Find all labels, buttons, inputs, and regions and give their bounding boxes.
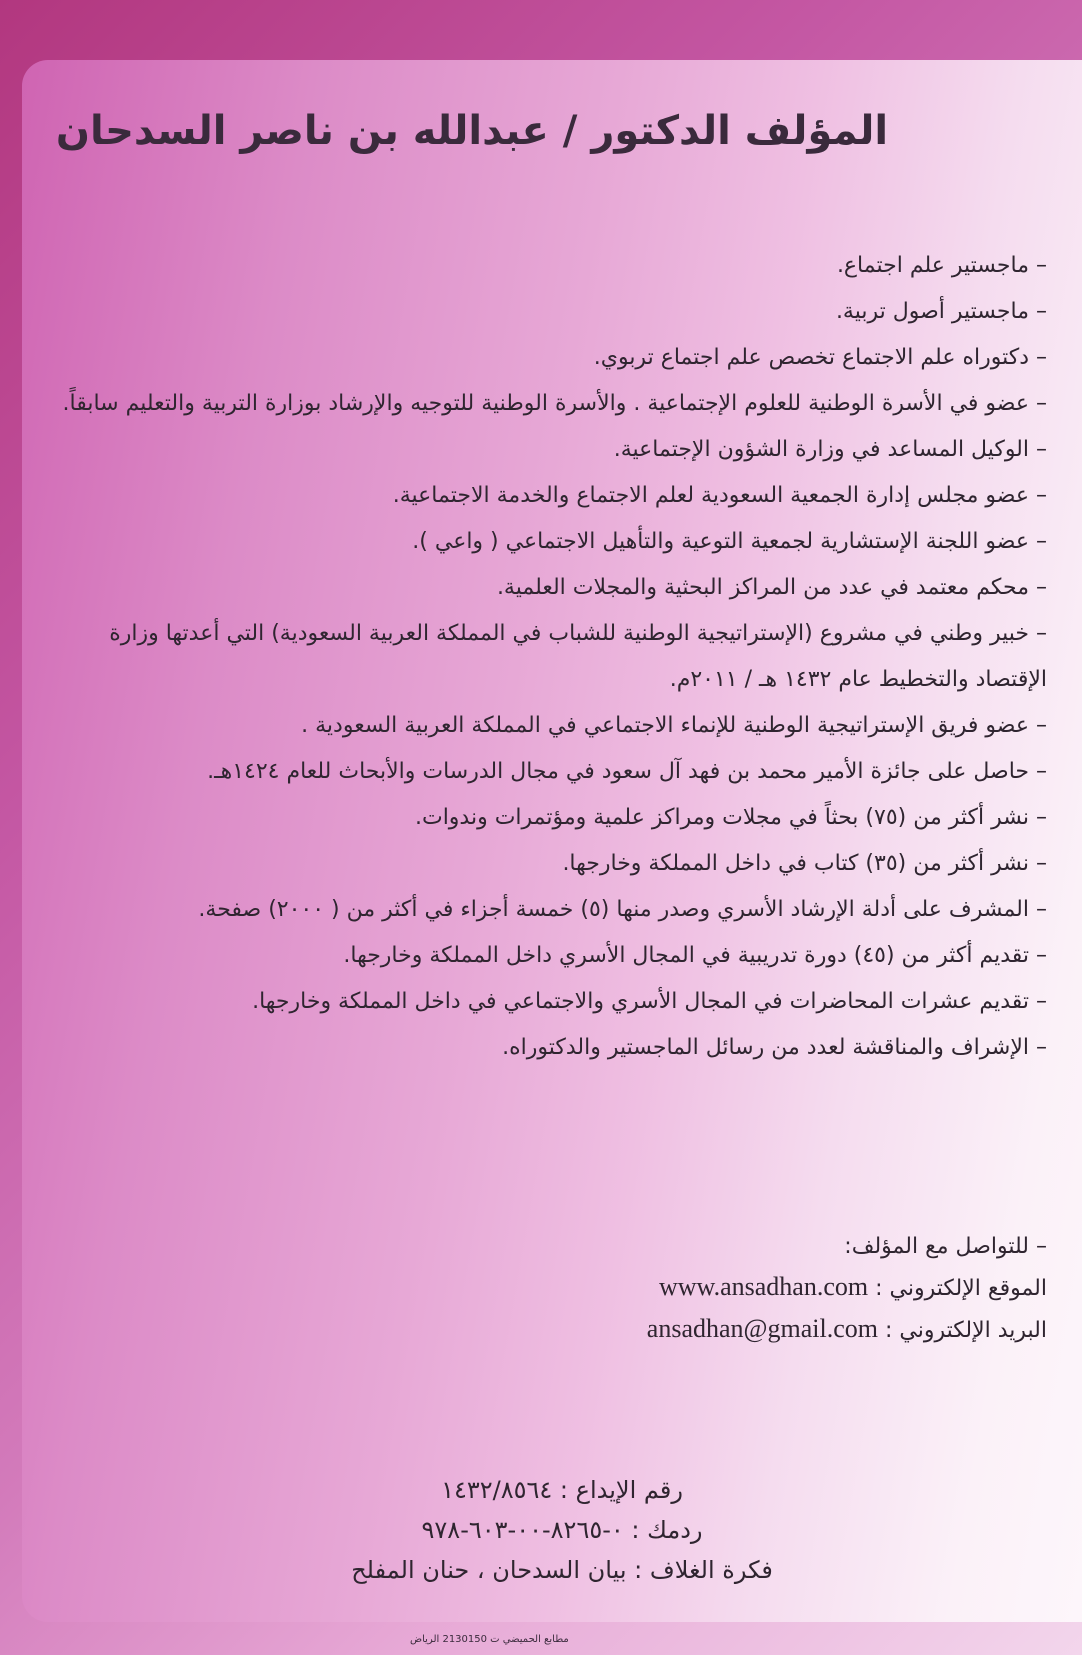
publication-info <box>322 1470 802 1590</box>
list-item: – الإشراف والمناقشة لعدد من رسائل الماجستير والدكتوراه. <box>502 1035 1047 1060</box>
email-link[interactable]: ansadhan@gmail.com <box>646 1314 878 1343</box>
website-link[interactable]: www.ansadhan.com <box>658 1272 869 1301</box>
contact-heading: – للتواصل مع المؤلف: <box>844 1234 1047 1259</box>
cover-credit: فكرة الغلاف : بيان السدحان ، حنان المفلح <box>351 1556 773 1584</box>
website-row <box>347 1267 1047 1309</box>
list-item: – المشرف على أدلة الإرشاد الأسري وصدر منها (٥) خمسة أجزاء في أكثر من ( ٢٠٠٠) صفحة. <box>198 897 1047 922</box>
isbn: ردمك : ٠-٨٢٦٥-٠٠-٦٠٣-٩٧٨ <box>421 1516 703 1544</box>
list-item: – خبير وطني في مشروع (الإستراتيجية الوطنية للشباب في المملكة العربية السعودية) التي أعدتها وزارة الإقتصاد والتخطيط عام ١٤٣٢ هـ / ٢٠١١م. <box>109 621 1047 692</box>
list-item: – نشر أكثر من (٣٥) كتاب في داخل المملكة وخارجها. <box>562 851 1047 876</box>
email-label: البريد الإلكتروني : <box>884 1318 1047 1343</box>
list-item: – تقديم أكثر من (٤٥) دورة تدريبية في المجال الأسري داخل المملكة وخارجها. <box>343 943 1047 968</box>
list-item: – عضو اللجنة الإستشارية لجمعية التوعية والتأهيل الاجتماعي ( واعي ). <box>412 529 1047 554</box>
list-item: – دكتوراه علم الاجتماع تخصص علم اجتماع تربوي. <box>593 345 1047 370</box>
list-item: – عضو فريق الإستراتيجية الوطنية للإنماء الاجتماعي في المملكة العربية السعودية . <box>301 713 1047 738</box>
list-item: – عضو مجلس إدارة الجمعية السعودية لعلم الاجتماع والخدمة الاجتماعية. <box>392 483 1047 508</box>
page-title: المؤلف الدكتور / عبدالله بن ناصر السدحان <box>55 108 889 154</box>
printer-credit: مطابع الحميضي ت 2130150 الرياض <box>410 1634 569 1645</box>
author-bio-card <box>22 60 1082 1622</box>
contact-info <box>347 1227 1047 1351</box>
list-item: – الوكيل المساعد في وزارة الشؤون الإجتماعية. <box>613 437 1047 462</box>
list-item: – نشر أكثر من (٧٥) بحثاً في مجلات ومراكز علمية ومؤتمرات وندوات. <box>414 805 1047 830</box>
list-item: – تقديم عشرات المحاضرات في المجال الأسري والاجتماعي في داخل المملكة وخارجها. <box>252 989 1047 1014</box>
website-label: الموقع الإلكتروني : <box>875 1276 1047 1301</box>
credentials-list <box>47 243 1047 1071</box>
list-item: – ماجستير علم اجتماع. <box>836 253 1047 278</box>
list-item: – حاصل على جائزة الأمير محمد بن فهد آل سعود في مجال الدرسات والأبحاث للعام ١٤٢٤هـ. <box>207 759 1047 784</box>
list-item: – محكم معتمد في عدد من المراكز البحثية والمجلات العلمية. <box>496 575 1047 600</box>
list-item: – عضو في الأسرة الوطنية للعلوم الإجتماعية . والأسرة الوطنية للتوجيه والإرشاد بوزارة التربية والتعليم سابقاً. <box>62 391 1047 416</box>
deposit-number: رقم الإيداع : ١٤٣٢/٨٥٦٤ <box>441 1476 683 1504</box>
list-item: – ماجستير أصول تربية. <box>835 299 1047 324</box>
email-row <box>347 1309 1047 1351</box>
